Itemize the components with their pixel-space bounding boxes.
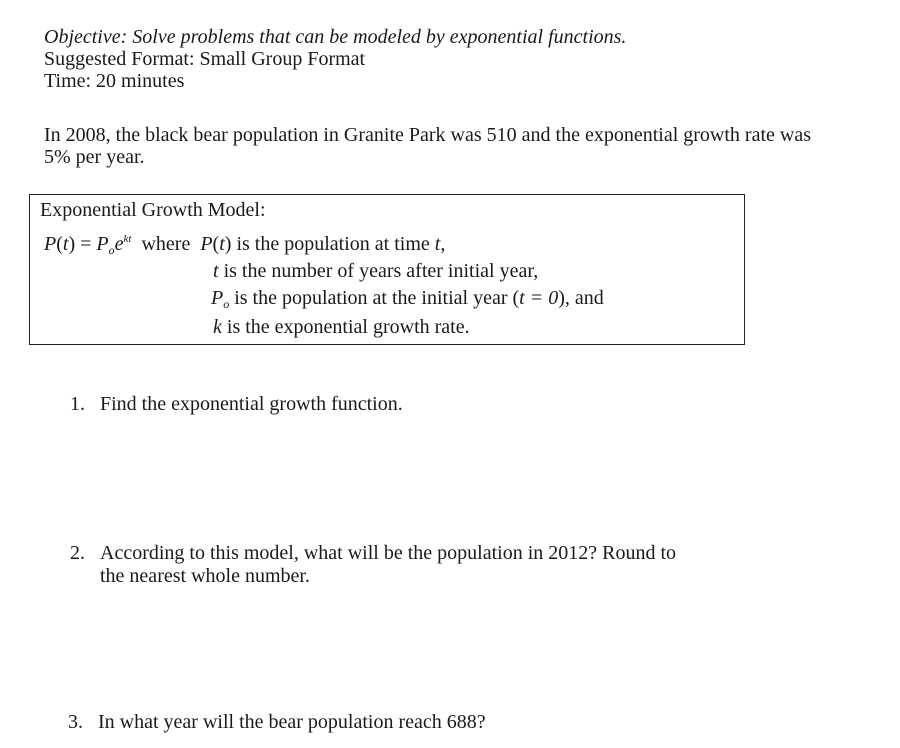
p0-definition	[211, 287, 604, 315]
t-symbol: t	[213, 260, 219, 282]
where-label: where	[141, 233, 191, 255]
intro-line-2: 5% per year.	[44, 146, 145, 168]
suggested-format-line: Suggested Format: Small Group Format	[44, 48, 366, 70]
question-3-number: 3.	[68, 711, 83, 733]
model-formula-line: $P(t) = P_oe^{kt}$ where P(t) is the population at time t,	[44, 233, 446, 257]
t-description: is the number of years after initial year,	[223, 260, 539, 282]
t-definition	[213, 260, 538, 282]
objective-line: Objective: Solve problems that can be modeled by exponential functions.	[44, 26, 627, 48]
time-line: Time: 20 minutes	[44, 70, 185, 92]
question-1	[70, 393, 403, 415]
question-1-number: 1.	[70, 393, 85, 415]
intro-line-1: In 2008, the black bear population in Granite Park was 510 and the exponential growth rate was	[44, 124, 812, 146]
question-2-text-line-1: According to this model, what will be the population in 2012? Round to	[100, 542, 677, 564]
question-3	[68, 711, 486, 733]
question-2	[70, 542, 676, 564]
pt-description: is the population at time	[236, 233, 430, 255]
p0-condition: t = 0	[519, 287, 559, 309]
p0-symbol: $P_o$	[211, 287, 230, 311]
exponential-growth-model-box	[29, 194, 745, 345]
k-symbol: k	[213, 316, 222, 338]
question-2-number: 2.	[70, 542, 85, 564]
k-description: is the exponential growth rate.	[226, 316, 470, 338]
question-2-text-line-2: the nearest whole number.	[100, 565, 310, 587]
k-definition	[213, 316, 470, 338]
p0-end: ), and	[558, 287, 604, 309]
p0-description: is the population at the initial year (	[234, 287, 520, 309]
question-3-text: In what year will the bear population reach 688?	[98, 711, 486, 733]
pt-symbol: P(t)	[200, 233, 232, 255]
question-1-text: Find the exponential growth function.	[100, 393, 403, 415]
t-symbol-inline: t	[434, 233, 441, 255]
formula: $P(t) = P_oe^{kt}$	[44, 233, 132, 257]
model-title: Exponential Growth Model:	[40, 199, 266, 221]
